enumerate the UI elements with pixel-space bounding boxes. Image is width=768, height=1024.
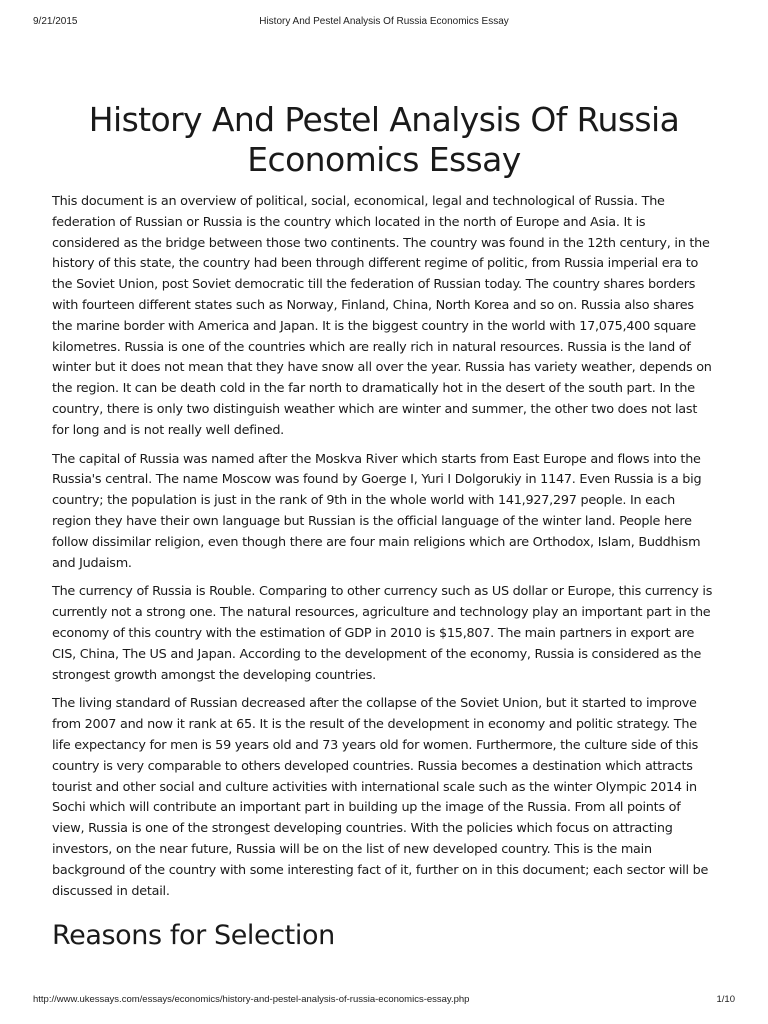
page-number: 1/10 [716,994,735,1005]
print-title: History And Pestel Analysis Of Russia Economics Essay [259,16,509,27]
paragraph-living-standard: The living standard of Russian decreased after the collapse of the Soviet Union, but it started to improve from 2007 and now it rank at 65. It is the result of the development in economy and politic strategy. The life expectancy for men is 59 years old and 73 years old for women. Furthermore, the culture side of this country is very comparable to others developed countries. Russia becomes a destination which attracts tourist and other social and culture activities with international scale such as the winter Olympic 2014 in Sochi which will contribute an important part in building up the image of the Russia. From all points of view, Russia is one of the strongest developing countries. With the policies which focus on attracting investors, on the near future, Russia will be on the list of new developed country. This is the main background of the country with some interesting fact of it, further on in this document; each sector will be discussed in detail. [52,696,709,899]
paragraph-overview: This document is an overview of political, social, economical, legal and technological of Russia. The federation of Russian or Russia is the country which located in the north of Europe and Asia. It is considered as the bridge between those two continents. The country was found in the 12th century, in the history of this state, the country had been through different regime of politic, from Russia imperial era to the Soviet Union, post Soviet democratic till the federation of Russian today. The country shares borders with fourteen different states such as Norway, Finland, China, North Korea and so on. Russia also shares the marine border with America and Japan. It is the biggest country in the world with 17,075,400 square kilometres. Russia is one of the countries which are really rich in natural resources. Russia is the land of winter but it does not mean that they have snow all over the year. Russia has variety weather, depends on the region. It can be death cold in the far north to dramatically hot in the desert of the south part. In the country, there is only two distinguish weather which are winter and summer, the other two does not last for long and is not really well defined. [52,194,712,438]
document-body [52,192,716,902]
source-url[interactable]: http://www.ukessays.com/essays/economics/history-and-pestel-analysis-of-russia-economics-essay.php [33,994,470,1005]
paragraph-currency: The currency of Russia is Rouble. Comparing to other currency such as US dollar or Europe, this currency is currently not a strong one. The natural resources, agriculture and technology play an important part in the economy of this country with the estimation of GDP in 2010 is $15,807. The main partners in export are CIS, China, The US and Japan. According to the development of the economy, Russia is considered as the strongest growth amongst the developing countries. [52,584,713,683]
section-heading: Reasons for Selection [52,920,335,952]
print-footer [33,994,735,1008]
document-content [52,100,716,954]
print-date: 9/21/2015 [33,16,78,27]
document-title: History And Pestel Analysis Of Russia Economics Essay [88,100,680,179]
print-header [33,16,735,30]
paragraph-capital: The capital of Russia was named after the Moskva River which starts from East Europe and flows into the Russia's central. The name Moscow was found by Goerge I, Yuri I Dolgorukiy in 1147. Even Russia is a big country; the population is just in the rank of 9th in the whole world with 141,927,297 people. In each region they have their own language but Russian is the official language of the winter land. People here follow dissimilar religion, even though there are four main religions which are Orthodox, Islam, Buddhism and Judaism. [52,451,702,571]
